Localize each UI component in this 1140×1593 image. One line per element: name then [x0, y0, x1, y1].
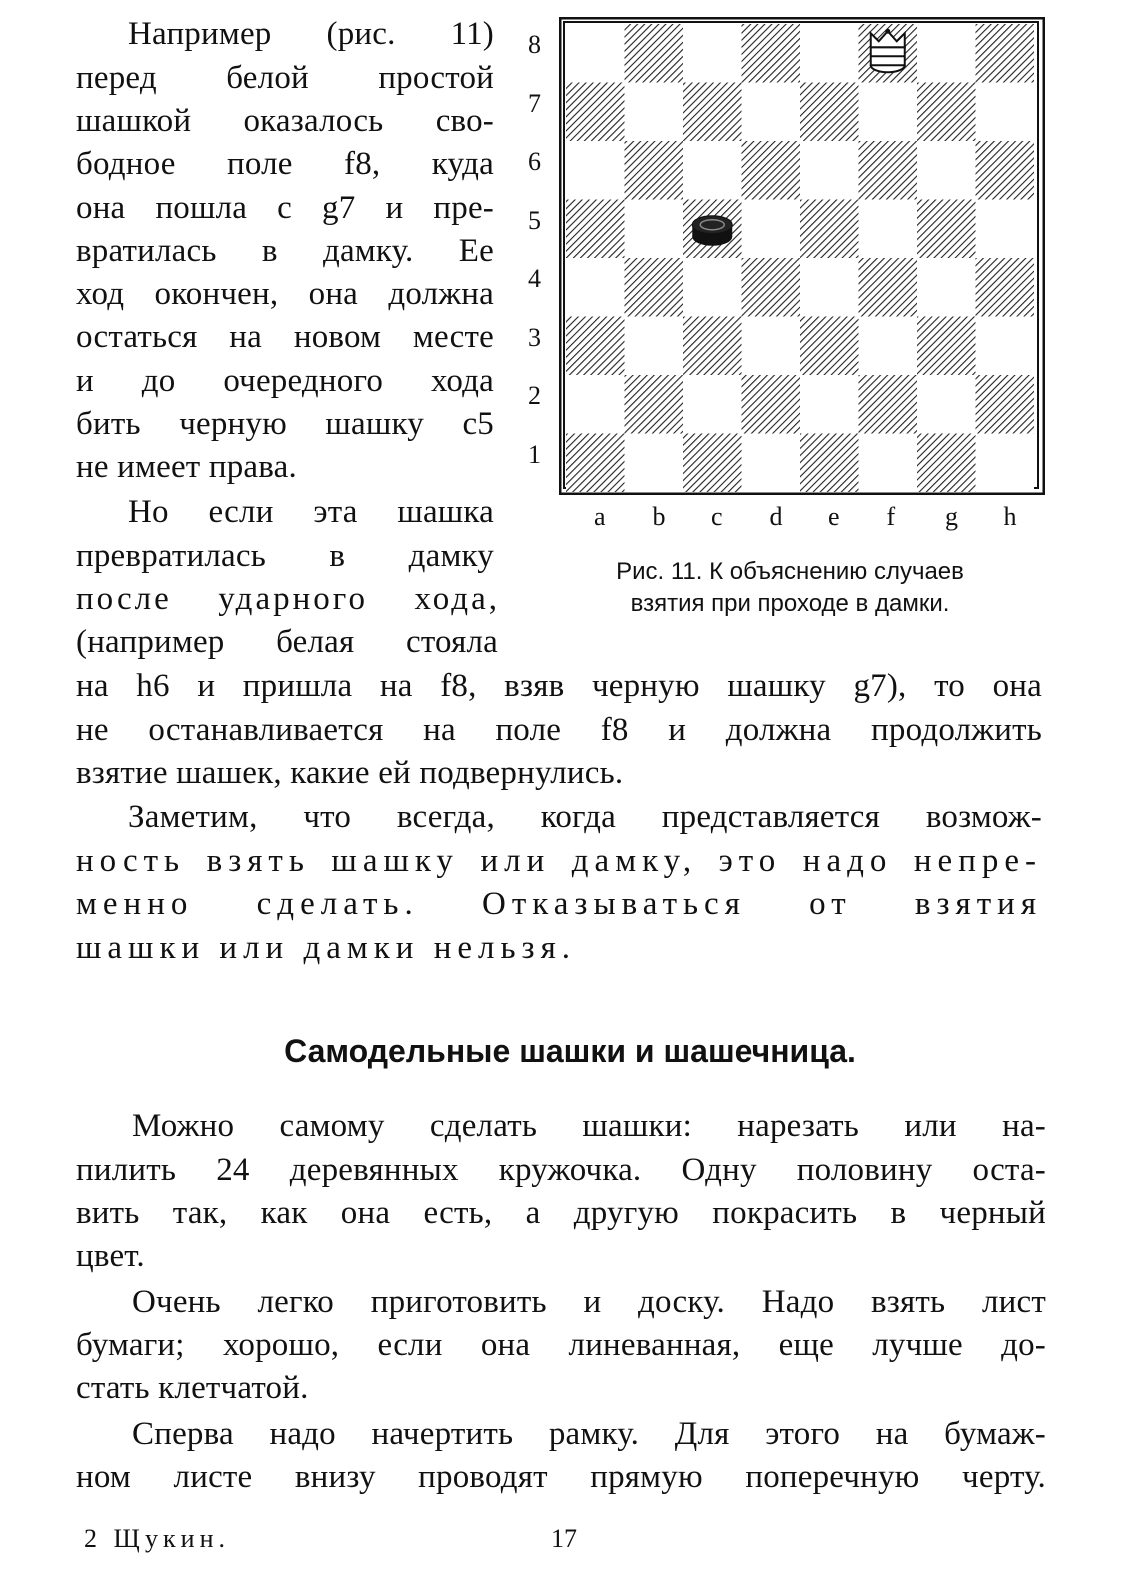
- text-line: взятие шашек, какие ей подвернулись.: [76, 755, 624, 791]
- footer-signature: 2 Щукин.: [84, 1524, 231, 1553]
- text-line: Но если эта шашка: [128, 494, 494, 530]
- text-line: не останавливается на поле f8 и должна продолжить: [76, 712, 1042, 748]
- text-line: превратилась в дамку: [76, 538, 494, 574]
- board-square-g7: [917, 83, 976, 142]
- text-line: пилить 24 деревянных кружочка. Одну половину оста-: [76, 1152, 1046, 1188]
- rank-label: 7: [528, 88, 541, 118]
- file-label: f: [886, 502, 896, 531]
- board-square-h6: [976, 141, 1035, 200]
- board-square-e6: [800, 141, 859, 200]
- board-square-b8: [625, 24, 684, 83]
- page-number: 17: [551, 1524, 577, 1553]
- board-square-d1: [742, 434, 801, 493]
- file-label: c: [711, 502, 723, 531]
- board-square-c6: [683, 141, 742, 200]
- board-square-g8: [917, 24, 976, 83]
- text-line: шашкой оказалось сво-: [76, 103, 494, 139]
- board-square-b5: [625, 200, 684, 259]
- board-square-a6: [566, 141, 625, 200]
- text-line: Например (рис. 11): [128, 16, 494, 52]
- board-square-h2: [976, 375, 1035, 434]
- text-line: она пошла с g7 и пре-: [76, 190, 494, 226]
- file-label: d: [769, 502, 783, 531]
- file-label: h: [1003, 502, 1017, 531]
- text-line: ность взять шашку или дамку, это надо непре-: [76, 843, 1042, 879]
- board-square-d4: [742, 258, 801, 317]
- board-square-c1: [683, 434, 742, 493]
- file-label: g: [945, 502, 958, 531]
- board-square-b3: [625, 317, 684, 376]
- board-square-d8: [742, 24, 801, 83]
- board-square-c7: [683, 83, 742, 142]
- text-line: бить черную шашку с5: [76, 406, 494, 442]
- text-line: вратилась в дамку. Ее: [76, 233, 494, 269]
- board-square-a7: [566, 83, 625, 142]
- text-line: после ударного хода,: [76, 581, 500, 617]
- board-square-e8: [800, 24, 859, 83]
- board-square-e4: [800, 258, 859, 317]
- board-square-a8: [566, 24, 625, 83]
- text-line: Сперва надо начертить рамку. Для этого на бумаж-: [132, 1416, 1046, 1452]
- board-square-f1: [859, 434, 918, 493]
- board-square-d3: [742, 317, 801, 376]
- section-heading: Самодельные шашки и шашечница.: [284, 1033, 856, 1069]
- board-square-g5: [917, 200, 976, 259]
- board-square-b6: [625, 141, 684, 200]
- board-square-c2: [683, 375, 742, 434]
- board-square-a4: [566, 258, 625, 317]
- text-line: остаться на новом месте: [76, 319, 494, 355]
- text-line: перед белой простой: [76, 60, 494, 96]
- board-square-g3: [917, 317, 976, 376]
- text-line: стать клетчатой.: [76, 1370, 309, 1406]
- board-square-b4: [625, 258, 684, 317]
- black-man-piece: [692, 216, 732, 246]
- board-square-a2: [566, 375, 625, 434]
- board-square-f4: [859, 258, 918, 317]
- board-square-d7: [742, 83, 801, 142]
- text-line: Заметим, что всегда, когда представляется возмож-: [128, 799, 1042, 835]
- board-square-f5: [859, 200, 918, 259]
- board-square-g4: [917, 258, 976, 317]
- text-line: не имеет права.: [76, 449, 297, 485]
- board-square-a5: [566, 200, 625, 259]
- board-square-f2: [859, 375, 918, 434]
- board-square-g6: [917, 141, 976, 200]
- board-square-e3: [800, 317, 859, 376]
- board-square-f7: [859, 83, 918, 142]
- rank-label: 3: [528, 322, 541, 352]
- figure-caption-line-2: взятия при проходе в дамки.: [630, 590, 950, 617]
- board-square-c3: [683, 317, 742, 376]
- board-square-h5: [976, 200, 1035, 259]
- text-line: ход окончен, она должна: [76, 276, 494, 312]
- board-square-h3: [976, 317, 1035, 376]
- board-square-e7: [800, 83, 859, 142]
- text-line: бумаги; хорошо, если она линеванная, еще лучше до-: [76, 1327, 1046, 1363]
- board-square-a1: [566, 434, 625, 493]
- text-line: (например белая стояла: [76, 624, 498, 660]
- board-square-h1: [976, 434, 1035, 493]
- file-label: e: [828, 502, 840, 531]
- board-square-e1: [800, 434, 859, 493]
- board-square-b7: [625, 83, 684, 142]
- file-label: b: [652, 502, 666, 531]
- board-square-d5: [742, 200, 801, 259]
- board-square-f6: [859, 141, 918, 200]
- board-square-c4: [683, 258, 742, 317]
- rank-label: 4: [528, 264, 541, 293]
- board-square-e2: [800, 375, 859, 434]
- text-line: цвет.: [76, 1238, 145, 1274]
- board-square-c8: [683, 24, 742, 83]
- rank-label: 8: [528, 30, 541, 59]
- board-square-a3: [566, 317, 625, 376]
- board-square-d2: [742, 375, 801, 434]
- board-square-g1: [917, 434, 976, 493]
- board-square-g2: [917, 375, 976, 434]
- text-line: ном листе внизу проводят прямую поперечную черту.: [76, 1459, 1046, 1495]
- text-line: шашки или дамки нельзя.: [76, 930, 577, 966]
- rank-label: 2: [528, 381, 541, 410]
- text-line: Можно самому сделать шашки: нарезать или на-: [132, 1108, 1046, 1144]
- file-label: a: [594, 502, 606, 531]
- board-square-h8: [976, 24, 1035, 83]
- board-square-b2: [625, 375, 684, 434]
- board-square-e5: [800, 200, 859, 259]
- board-square-f3: [859, 317, 918, 376]
- text-line: Очень легко приготовить и доску. Надо взять лист: [132, 1284, 1046, 1320]
- rank-label: 1: [528, 439, 541, 469]
- board-square-h7: [976, 83, 1035, 142]
- board-square-b1: [625, 434, 684, 493]
- board-square-h4: [976, 258, 1035, 317]
- text-line: и до очередного хода: [76, 363, 494, 399]
- rank-label: 6: [528, 147, 541, 176]
- text-line: на h6 и пришла на f8, взяв черную шашку g7), то она: [76, 668, 1042, 704]
- board-square-d6: [742, 141, 801, 200]
- rank-label: 5: [528, 205, 541, 235]
- checkers-board-figure: [559, 17, 1045, 500]
- figure-caption-line-1: Рис. 11. К объяснению случаев: [616, 558, 964, 585]
- text-line: вить так, как она есть, а другую покрасить в черный: [76, 1195, 1046, 1231]
- text-line: менно сделать. Отказываться от взятия: [76, 886, 1042, 922]
- checkers-board: [559, 17, 1045, 495]
- text-line: бодное поле f8, куда: [76, 146, 494, 182]
